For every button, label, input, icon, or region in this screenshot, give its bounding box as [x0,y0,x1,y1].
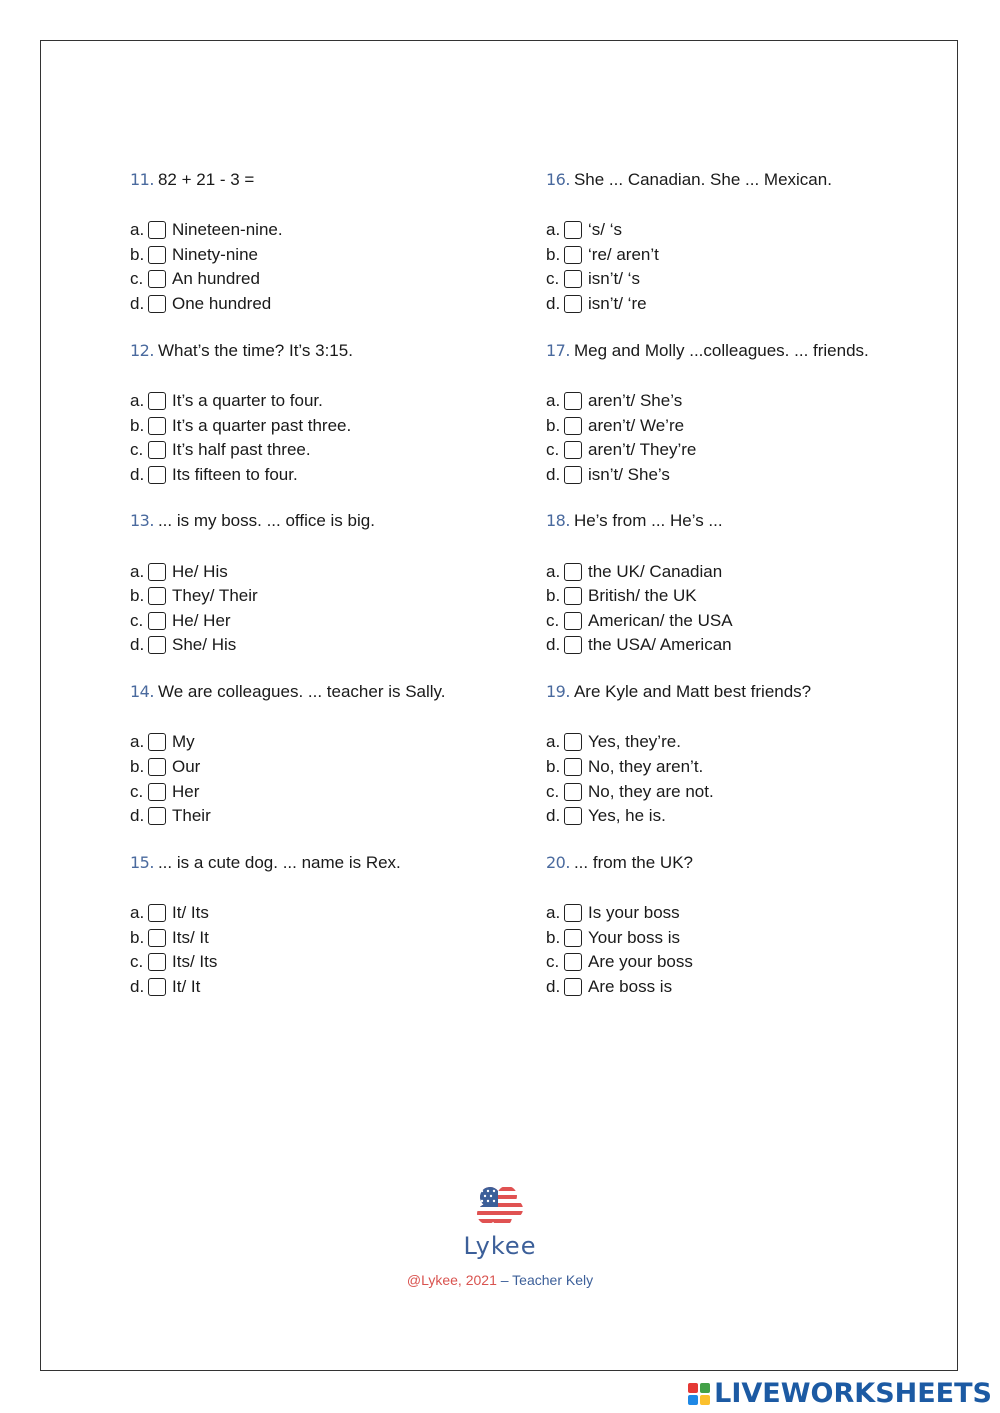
answer-option [546,779,946,804]
option-letter: b. [130,244,145,264]
question-14 [130,682,530,828]
question-prompt [546,682,946,702]
answer-checkbox[interactable] [564,733,582,751]
answer-checkbox[interactable] [564,636,582,654]
liveworksheets-wordmark: LIVEWORKSHEETS [714,1378,992,1409]
answer-checkbox[interactable] [148,807,166,825]
question-text: Are Kyle and Matt best friends? [573,682,812,702]
answer-option [130,925,530,950]
answer-option [130,389,530,414]
question-number: 16. [546,170,570,189]
option-letter: c. [130,269,144,289]
answer-option [546,438,946,463]
option-letter: b. [546,415,561,435]
option-text: Its/ It [172,927,209,947]
answer-option [130,559,530,584]
answer-checkbox[interactable] [148,733,166,751]
question-number: 18. [546,511,570,531]
liveworksheets-banner[interactable] [688,1378,992,1409]
option-letter: c. [130,610,144,630]
option-text: the UK/ Canadian [588,561,723,581]
answer-checkbox[interactable] [564,929,582,947]
question-text: ... is a cute dog. ... name is Rex. [157,852,401,872]
question-prompt [546,170,946,190]
option-letter: b. [130,927,145,947]
question-text: Meg and Molly ...colleagues. ... friends. [573,340,869,360]
footer [400,1185,600,1288]
answer-option [546,901,946,926]
question-17 [546,341,946,487]
option-letter: d. [130,635,145,655]
answer-checkbox[interactable] [564,758,582,776]
question-number: 13. [130,511,154,531]
answer-checkbox[interactable] [148,953,166,971]
question-text: ... is my boss. ... office is big. [157,511,375,531]
option-letter: a. [130,220,145,240]
answer-checkbox[interactable] [148,246,166,264]
answer-option [130,218,530,243]
option-text: Is your boss [588,903,680,923]
option-text: Our [172,756,201,776]
logo-square-green [700,1383,710,1393]
answer-checkbox[interactable] [564,904,582,922]
answer-checkbox[interactable] [148,392,166,410]
answer-options [546,218,946,316]
answer-option [546,413,946,438]
answer-checkbox[interactable] [148,417,166,435]
answer-checkbox[interactable] [564,807,582,825]
question-prompt [546,511,946,531]
option-letter: c. [130,440,144,460]
answer-options [546,730,946,828]
answer-checkbox[interactable] [564,246,582,264]
option-text: ‘re/ aren’t [588,244,659,264]
answer-options [130,389,530,487]
answer-checkbox[interactable] [148,563,166,581]
option-letter: c. [546,440,560,460]
question-number: 19. [546,682,570,702]
answer-option [130,975,530,1000]
question-19 [546,682,946,828]
answer-option [546,218,946,243]
question-prompt [130,170,530,190]
option-text: It’s half past three. [172,440,311,460]
option-text: It/ Its [172,903,209,923]
answer-checkbox[interactable] [148,466,166,484]
answer-option [130,584,530,609]
option-text: aren’t/ We’re [588,415,685,435]
option-letter: c. [130,781,144,801]
option-letter: c. [546,610,560,630]
question-text: We are colleagues. ... teacher is Sally. [157,682,446,702]
answer-checkbox[interactable] [148,978,166,996]
answer-option [130,609,530,634]
question-prompt [130,511,530,531]
option-text: aren’t/ They’re [588,440,697,460]
answer-checkbox[interactable] [148,758,166,776]
answer-checkbox[interactable] [148,221,166,239]
question-text: She ... Canadian. She ... Mexican. [573,170,832,189]
option-letter: c. [130,952,144,972]
option-text: One hundred [172,294,272,314]
answer-checkbox[interactable] [148,587,166,605]
option-text: isn’t/ ‘s [588,269,640,289]
option-text: It/ It [172,976,201,996]
answer-checkbox[interactable] [148,270,166,288]
option-letter: d. [546,976,561,996]
credit-handle: @Lykee, 2021 [406,1272,497,1288]
question-prompt [130,341,530,361]
answer-option [130,804,530,829]
answer-checkbox[interactable] [148,612,166,630]
option-text: My [172,732,195,752]
option-letter: a. [546,903,561,923]
option-letter: b. [546,244,561,264]
option-text: isn’t/ ‘re [588,294,647,314]
answer-option [130,755,530,780]
answer-checkbox[interactable] [564,221,582,239]
answer-checkbox[interactable] [564,295,582,313]
option-text: Its fifteen to four. [172,464,298,484]
option-text: Nineteen-nine. [172,220,283,240]
answer-checkbox[interactable] [564,466,582,484]
option-text: British/ the UK [588,586,697,606]
question-number: 14. [130,682,154,702]
option-text: Are boss is [588,976,673,996]
option-text: Ninety-nine [172,244,258,264]
option-letter: a. [130,732,145,752]
option-letter: b. [546,586,561,606]
option-text: Yes, they’re. [588,732,681,752]
answer-option [546,462,946,487]
answer-checkbox[interactable] [564,587,582,605]
option-text: ‘s/ ‘s [588,220,622,240]
option-text: It’s a quarter past three. [172,415,352,435]
question-20 [546,853,946,999]
answer-checkbox[interactable] [148,295,166,313]
answer-checkbox[interactable] [564,953,582,971]
answer-option [546,267,946,292]
option-text: Yes, he is. [588,806,666,826]
answer-checkbox[interactable] [564,270,582,288]
answer-option [546,633,946,658]
option-text: isn’t/ She’s [588,464,670,484]
answer-option [130,243,530,268]
question-prompt [130,853,530,873]
answer-checkbox[interactable] [564,392,582,410]
question-text: What’s the time? It’s 3:15. [157,340,353,360]
option-letter: c. [546,952,560,972]
question-18 [546,511,946,657]
option-text: Their [172,806,211,826]
answer-option [130,292,530,317]
question-text: He’s from ... He’s ... [573,511,723,531]
option-text: He/ Her [172,610,231,630]
option-letter: a. [130,903,145,923]
option-letter: b. [130,756,145,776]
answer-option [130,413,530,438]
logo-square-yellow [700,1395,710,1405]
answer-option [546,292,946,317]
option-letter: a. [130,390,145,410]
answer-option [546,925,946,950]
option-letter: d. [130,294,145,314]
option-letter: b. [546,927,561,947]
answer-option [130,950,530,975]
answer-options [130,559,530,657]
question-13 [130,511,530,657]
answer-option [546,609,946,634]
question-text: 82 + 21 - 3 = [157,170,255,189]
logo-square-blue [688,1395,698,1405]
answer-checkbox[interactable] [148,636,166,654]
answer-checkbox[interactable] [148,904,166,922]
option-text: An hundred [172,269,260,289]
answer-checkbox[interactable] [564,441,582,459]
option-text: She/ His [172,635,237,655]
answer-option [546,975,946,1000]
option-letter: c. [546,781,560,801]
option-letter: a. [546,561,561,581]
question-number: 20. [546,852,570,872]
option-letter: a. [130,561,145,581]
logo-name: Lykee [463,1232,537,1260]
option-letter: c. [546,269,560,289]
answer-option [546,730,946,755]
option-letter: d. [130,976,145,996]
option-letter: d. [130,464,145,484]
answer-option [546,584,946,609]
answer-option [130,438,530,463]
answer-checkbox[interactable] [148,441,166,459]
lykee-flower-logo-icon [476,1185,524,1229]
answer-checkbox[interactable] [148,929,166,947]
answer-option [546,389,946,414]
option-letter: a. [546,732,561,752]
option-letter: d. [546,635,561,655]
option-text: It’s a quarter to four. [172,390,323,410]
option-letter: b. [130,415,145,435]
answer-option [546,243,946,268]
logo-square-red [688,1383,698,1393]
answer-options [546,559,946,657]
answer-checkbox[interactable] [564,563,582,581]
option-text: American/ the USA [588,610,733,630]
liveworksheets-logo-icon [688,1383,710,1405]
option-text: Its/ Its [172,952,218,972]
answer-option [130,267,530,292]
credit-author: – Teacher Kely [496,1272,594,1288]
option-letter: d. [546,806,561,826]
answer-options [130,901,530,999]
answer-option [546,950,946,975]
option-text: Your boss is [588,927,680,947]
question-prompt [546,341,946,361]
question-16 [546,170,946,316]
answer-checkbox[interactable] [564,612,582,630]
credit-line [400,1272,600,1288]
answer-options [546,901,946,999]
option-letter: a. [546,220,561,240]
option-letter: d. [546,294,561,314]
answer-checkbox[interactable] [564,783,582,801]
answer-checkbox[interactable] [564,417,582,435]
option-letter: b. [546,756,561,776]
option-text: the USA/ American [588,635,732,655]
answer-option [130,779,530,804]
answer-option [130,633,530,658]
answer-option [130,730,530,755]
option-text: Are your boss [588,952,693,972]
answer-checkbox[interactable] [564,978,582,996]
question-number: 15. [130,852,154,872]
answer-checkbox[interactable] [148,783,166,801]
option-letter: d. [130,806,145,826]
answer-options [130,730,530,828]
option-text: No, they are not. [588,781,714,801]
question-number: 17. [546,340,570,360]
question-prompt [546,853,946,873]
question-15 [130,853,530,999]
answer-options [546,389,946,487]
option-text: They/ Their [172,586,258,606]
option-letter: a. [546,390,561,410]
answer-options [130,218,530,316]
answer-option [546,755,946,780]
question-12 [130,341,530,487]
question-number: 12. [130,340,154,360]
question-number: 11. [130,170,154,189]
option-text: He/ His [172,561,228,581]
answer-option [546,804,946,829]
question-11 [130,170,530,316]
option-text: Her [172,781,200,801]
option-letter: b. [130,586,145,606]
answer-option [546,559,946,584]
option-letter: d. [546,464,561,484]
option-text: No, they aren’t. [588,756,704,776]
question-prompt [130,682,530,702]
question-text: ... from the UK? [573,852,693,872]
answer-option [130,901,530,926]
answer-option [130,462,530,487]
option-text: aren’t/ She’s [588,390,683,410]
